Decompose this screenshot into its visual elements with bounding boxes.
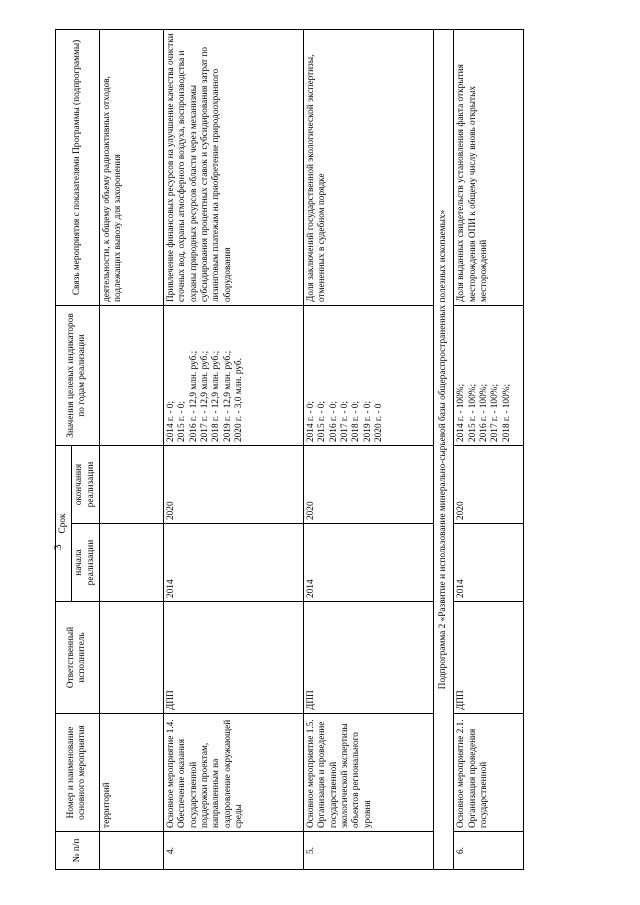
- header-name: Номер и наименование основного мероприятия: [56, 714, 100, 832]
- indicator-line: 2017 г. - 100%;: [490, 383, 501, 442]
- indicator-line: 2020 г. - 3,0 млн. руб.: [233, 358, 244, 442]
- row-end: 2020: [454, 445, 524, 523]
- indicator-line: 2015 г. - 0;: [177, 401, 188, 442]
- indicator-line: 2018 г. - 12,9 млн. руб.;: [211, 350, 222, 442]
- header-executor: Ответственный исполнитель: [56, 602, 100, 714]
- row-end: [99, 445, 163, 523]
- row-indicators: [303, 305, 433, 445]
- page-number: 3: [52, 544, 64, 550]
- row-name: Основное мероприятие 1.4. Обеспечение оказания государственной поддержки проектам, направленным на оздоровление окружающей среды: [163, 714, 303, 832]
- table-row: [99, 29, 163, 869]
- header-link: Связь мероприятия с показателями Программы (подпрограммы): [56, 29, 100, 305]
- header-start: начала реализации: [72, 524, 100, 602]
- row-executor: ДПП: [303, 602, 433, 714]
- rotated-table-container: [55, 30, 540, 870]
- row-link: Доля выданных свидетельств установления факта открытия месторождения ОПИ к общему числу вновь открытых месторождений: [454, 29, 524, 305]
- row-link: деятельности, к общему объему радиоактивных отходов, подлежащих вывозу для захоронения: [99, 29, 163, 305]
- indicator-line: 2018 г. - 100%;: [501, 383, 512, 442]
- indicator-line: 2016 г. - 12,9 млн. руб.;: [188, 350, 199, 442]
- header-term: Срок: [56, 445, 72, 601]
- indicator-line: 2014 г. - 0;: [165, 401, 176, 442]
- row-indicators: [454, 305, 524, 445]
- indicator-line: 2016 г. - 100%;: [478, 383, 489, 442]
- header-end: окончания реализации: [72, 445, 100, 523]
- row-indicators: [163, 305, 303, 445]
- row-name: Основное мероприятие 2.1. Организация проведения государственной: [454, 714, 524, 832]
- row-start: 2014: [163, 524, 303, 602]
- indicator-line: 2017 г. - 12,9 млн. руб.;: [199, 350, 210, 442]
- indicator-line: 2017 г. - 0;: [339, 401, 350, 442]
- row-indicators: [99, 305, 163, 445]
- row-link: Привлечение финансовых ресурсов на улучшение качества очистки сточных вод, охраны атмосферного воздуха, воспроизводства и охраны природных ресурсов области через механизмы субсидирования процентных ставок и субсидирования затрат по лизинговым платежам на приобретение природоохранного оборудования: [163, 29, 303, 305]
- subprogram-title: Подпрограмма 2 «Развитие и использование минерально-сырьевой базы общераспространенных полезных ископаемых»: [433, 29, 453, 869]
- table-row: [163, 29, 303, 869]
- row-end: 2020: [163, 445, 303, 523]
- indicator-line: 2019 г. - 0;: [362, 401, 373, 442]
- indicator-line: 2020 г. - 0: [373, 403, 384, 442]
- indicator-line: 2015 г. - 100%;: [467, 383, 478, 442]
- row-executor: ДПП: [163, 602, 303, 714]
- indicator-line: 2015 г. - 0;: [317, 401, 328, 442]
- row-end: 2020: [303, 445, 433, 523]
- header-row: [56, 29, 72, 869]
- table-row: [303, 29, 433, 869]
- indicator-line: 2016 г. - 0;: [328, 401, 339, 442]
- indicator-line: 2019 г. - 12,9 млн. руб.;: [222, 350, 233, 442]
- row-num: 4.: [163, 832, 303, 870]
- program-measures-table: [55, 29, 524, 870]
- subprogram-row: [433, 29, 453, 869]
- indicator-line: 2018 г. - 0;: [351, 401, 362, 442]
- row-executor: ДПП: [454, 602, 524, 714]
- header-num: № п/п: [56, 832, 100, 870]
- row-start: 2014: [454, 524, 524, 602]
- table-row: [454, 29, 524, 869]
- indicator-line: 2014 г. - 0;: [305, 401, 316, 442]
- row-num: 6.: [454, 832, 524, 870]
- header-indicators: Значения целевых индикаторов по годам реализации: [56, 305, 100, 445]
- row-link: Доля заключений государственной экологической экспертизы, отмененных в судебном порядке: [303, 29, 433, 305]
- row-executor: [99, 602, 163, 714]
- row-start: [99, 524, 163, 602]
- indicator-line: 2014 г. - 100%;: [456, 383, 467, 442]
- row-name: Основное мероприятие 1.5. Организация и проведение государственной экологической экспертизы объектов регионального уровня: [303, 714, 433, 832]
- row-num: 5.: [303, 832, 433, 870]
- row-name: территорий: [99, 714, 163, 832]
- row-start: 2014: [303, 524, 433, 602]
- row-num: [99, 832, 163, 870]
